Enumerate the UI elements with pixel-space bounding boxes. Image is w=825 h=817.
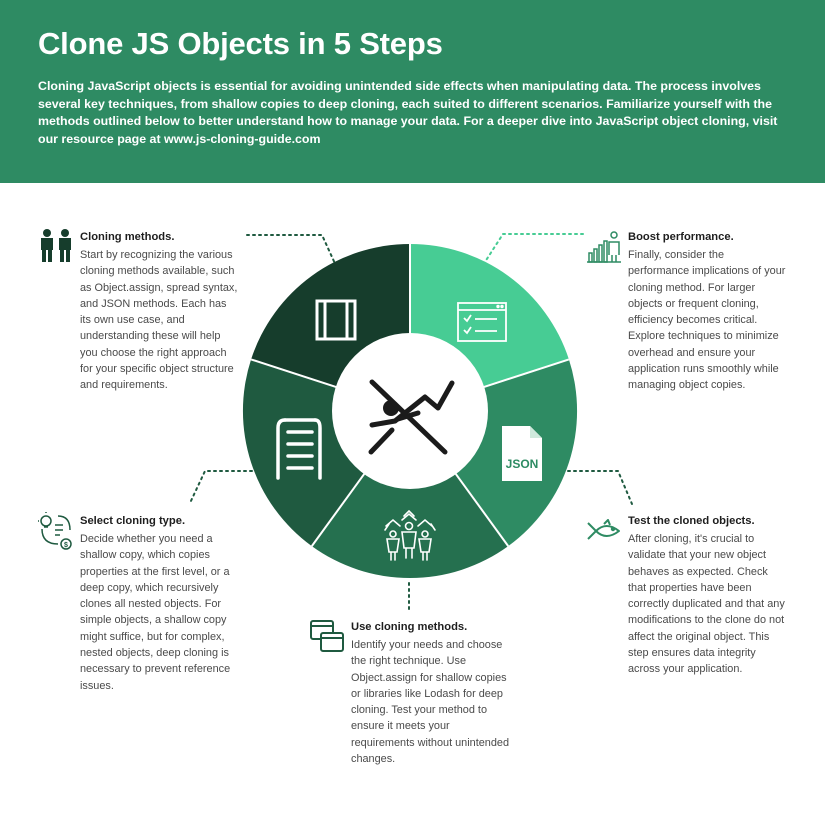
growth-chart-icon	[586, 227, 622, 263]
idea-money-icon	[38, 512, 74, 550]
intro-text: Cloning JavaScript objects is essential for avoiding unintended side effects when manipulating data. The process involves several key techniques, from shallow copies to deep cloning, each suited to different scenarios. Familiarize yourself with the methods outlined below to better understand how to manage your data. For a deeper dive into JavaScript object cloning, visit our resource page at www.js-cloning-guide.com	[38, 79, 778, 146]
step-title: Select cloning type.	[80, 515, 186, 527]
step-title: Use cloning methods.	[351, 621, 468, 633]
step-text: Identify your needs and choose the right technique. Use Object.assign for shallow copies or libraries like Lodash for deep cloning. Test your method to ensure it meets your requirements without unintended changes.	[351, 639, 510, 766]
json-file-icon	[502, 426, 542, 481]
step-title: Cloning methods.	[80, 231, 175, 243]
step-text: Start by recognizing the various cloning methods available, such as Object.assign, spread syntax, and JSON methods. Each has its own use case, and understanding these will help you choose the right approach for your specific object structure and requirements.	[80, 249, 238, 392]
two-people-icon	[38, 228, 74, 264]
step-boost-performance	[628, 231, 788, 394]
json-file-label: JSON	[505, 457, 539, 471]
step-text: After cloning, it's crucial to validate that your new object behaves as expected. Check that properties have been correctly duplicated and that any modifications to the clone do not affect the original object. This step ensures data integrity across your application.	[628, 533, 785, 676]
page-title: Clone JS Objects in 5 Steps	[38, 26, 443, 61]
step-title: Boost performance.	[628, 231, 734, 243]
connector-step-5	[190, 471, 252, 503]
svg-text:$: $	[64, 542, 68, 549]
step-test-cloned-objects	[628, 515, 788, 678]
step-use-cloning-methods	[351, 621, 511, 767]
connector-step-2	[483, 234, 583, 265]
step-cloning-methods	[80, 231, 240, 394]
step-text: Finally, consider the performance implications of your cloning method. For larger objects or frequent cloning, efficiency becomes critical. Explore techniques to minimize overhead and ensure your application runs smoothly while managing object copies.	[628, 249, 786, 392]
fish-icon	[586, 519, 622, 543]
connector-step-1	[247, 235, 337, 268]
connector-step-3	[568, 471, 632, 504]
step-text: Decide whether you need a shallow copy, which copies properties at the first level, or a deep copy, which recursively clones all nested objects. For simple objects, a shallow copy might suffice, but for complex, nested objects, deep cloning is necessary to prevent reference issues.	[80, 533, 231, 692]
windows-icon	[309, 619, 345, 655]
step-title: Test the cloned objects.	[628, 515, 755, 527]
step-select-cloning-type	[80, 515, 240, 694]
